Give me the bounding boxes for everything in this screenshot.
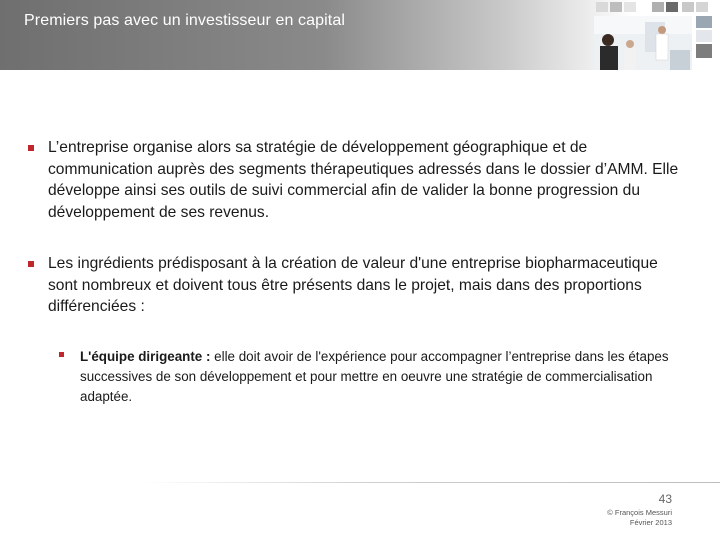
footer-author: © François Messuri (607, 508, 672, 517)
sub-bullet-text: elle doit avoir de l'expérience pour accompagner l’entreprise dans les étapes successives de son développement et pour mettre en oeuvre une stratégie de commercialisation adaptée. (80, 349, 669, 404)
photo-mosaic-image (590, 0, 720, 70)
header-banner (0, 0, 720, 70)
footer-date: Février 2013 (629, 518, 672, 527)
slide-title: Premiers pas avec un investisseur en capital (24, 12, 345, 29)
sub-bullet-paragraph (80, 347, 690, 407)
bullet-square-icon (28, 145, 34, 151)
bullet-paragraph: L’entreprise organise alors sa stratégie de développement géographique et de communication auprès des segments thérapeutiques adressés dans le dossier d’AMM. Elle développe ainsi ses outils de suivi commercial afin de valider la bonne progression du développement de ses revenus. (48, 139, 679, 221)
sub-bullet-bold-label: L'équipe dirigeante : (80, 349, 211, 364)
bullet-square-icon (28, 261, 34, 267)
sub-bullet-square-icon (59, 352, 64, 357)
page-number: 43 (658, 492, 672, 506)
footer-divider (140, 482, 720, 483)
footer-credit (607, 508, 672, 528)
header-photo-mosaic (590, 0, 720, 70)
bullet-paragraph: Les ingrédients prédisposant à la création de valeur d'une entreprise biopharmaceutique sont nombreux et doivent tous être présents dans le projet, mais dans des proportions différenciées : (48, 255, 658, 315)
